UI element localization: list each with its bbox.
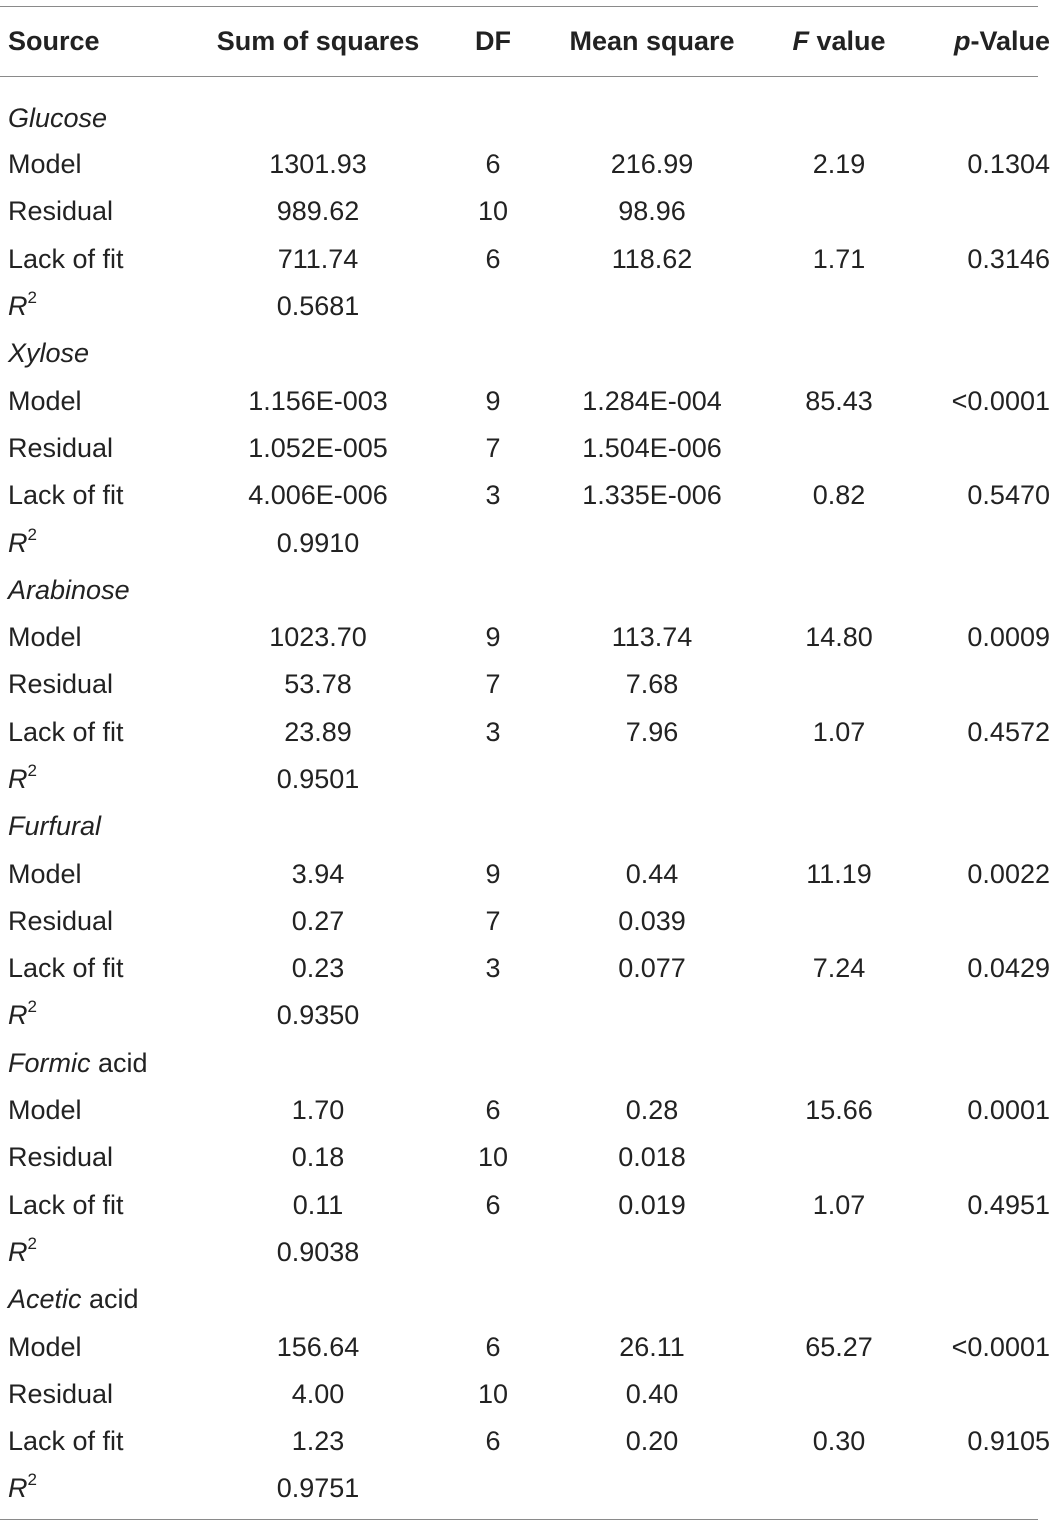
cell-mean-square: 7.96	[625, 716, 679, 747]
r-squared-label	[0, 756, 208, 803]
empty-cell	[428, 803, 558, 850]
cell-source: Residual	[8, 1378, 114, 1409]
cell-source: Lack of fit	[8, 1189, 124, 1220]
r-superscript: 2	[27, 997, 37, 1017]
cell-source: Lack of fit	[8, 480, 124, 511]
cell-p-value	[932, 425, 1056, 472]
r-squared-row	[0, 283, 1056, 330]
r-squared-label	[0, 283, 208, 330]
cell-f-value: 14.80	[805, 622, 873, 653]
cell-source: Residual	[8, 1142, 114, 1173]
empty-cell	[558, 1229, 746, 1276]
cell-p-value: 0.0022	[967, 858, 1050, 889]
empty-cell	[428, 567, 558, 614]
cell-df: 6	[485, 1189, 501, 1220]
empty-cell	[746, 803, 932, 850]
group-name-italic: Xylose	[8, 338, 90, 369]
r-squared-value: 0.9501	[276, 764, 360, 794]
cell-source: Residual	[8, 669, 114, 700]
empty-cell	[558, 519, 746, 566]
empty-cell	[208, 76, 428, 141]
r-squared-label	[0, 1465, 208, 1512]
empty-cell	[932, 1040, 1056, 1087]
group-name-italic: Formic	[8, 1047, 91, 1078]
table-row	[0, 1371, 1056, 1418]
empty-cell	[932, 803, 1056, 850]
header-df: DF	[475, 25, 511, 56]
cell-p-value	[932, 661, 1056, 708]
empty-cell	[428, 756, 558, 803]
cell-sum-of-squares: 1.156E-003	[248, 385, 388, 416]
header-p-value	[932, 6, 1056, 76]
cell-df: 7	[485, 669, 501, 700]
r-letter: R	[8, 291, 28, 322]
group-name-plain: acid	[81, 1284, 139, 1315]
header-f-rest: value	[808, 25, 886, 56]
cell-f-value	[746, 1134, 932, 1181]
r-squared-value: 0.5681	[276, 291, 360, 322]
table-row	[0, 1134, 1056, 1181]
cell-f-value: 1.07	[812, 1189, 866, 1220]
cell-mean-square: 1.284E-004	[582, 385, 722, 416]
cell-df: 10	[477, 1378, 509, 1409]
cell-mean-square: 98.96	[618, 196, 686, 227]
empty-cell	[558, 283, 746, 330]
empty-cell	[746, 1276, 932, 1323]
header-f-value	[746, 6, 932, 76]
cell-f-value: 2.19	[812, 149, 866, 180]
cell-p-value: 0.3146	[967, 243, 1050, 274]
cell-sum-of-squares: 1023.70	[269, 622, 367, 653]
r-squared-row	[0, 519, 1056, 566]
table-row	[0, 898, 1056, 945]
empty-cell	[932, 1465, 1056, 1512]
cell-source: Model	[8, 149, 82, 180]
empty-cell	[932, 283, 1056, 330]
cell-df: 6	[485, 243, 501, 274]
r-squared-row	[0, 992, 1056, 1039]
cell-p-value: <0.0001	[951, 385, 1050, 416]
cell-df: 9	[485, 385, 501, 416]
empty-cell	[932, 992, 1056, 1039]
group-row	[0, 330, 1056, 377]
cell-df: 3	[485, 480, 501, 511]
r-superscript: 2	[27, 524, 37, 544]
cell-mean-square: 7.68	[625, 669, 679, 700]
cell-source: Model	[8, 1095, 82, 1126]
table-row	[0, 1418, 1056, 1465]
r-squared-label	[0, 992, 208, 1039]
r-letter: R	[8, 1473, 28, 1504]
group-row	[0, 1276, 1056, 1323]
r-superscript: 2	[27, 1470, 37, 1490]
group-name-italic: Glucose	[8, 103, 108, 133]
cell-f-value: 1.07	[812, 716, 866, 747]
header-source: Source	[8, 25, 100, 56]
cell-f-value	[746, 425, 932, 472]
cell-p-value	[932, 1371, 1056, 1418]
cell-source: Residual	[8, 905, 114, 936]
table-row	[0, 188, 1056, 235]
group-row	[0, 567, 1056, 614]
header-sum-of-squares: Sum of squares	[216, 25, 420, 56]
r-letter: R	[8, 1000, 28, 1031]
cell-sum-of-squares: 0.11	[292, 1189, 344, 1220]
cell-source: Residual	[8, 196, 114, 227]
cell-p-value: <0.0001	[951, 1331, 1050, 1362]
cell-p-value: 0.0429	[967, 953, 1050, 984]
cell-sum-of-squares: 1.052E-005	[248, 432, 388, 463]
empty-cell	[428, 519, 558, 566]
anova-table	[0, 6, 1056, 1513]
cell-df: 6	[485, 1331, 501, 1362]
cell-source: Model	[8, 1331, 82, 1362]
cell-f-value	[746, 188, 932, 235]
empty-cell	[558, 567, 746, 614]
cell-p-value	[932, 188, 1056, 235]
cell-df: 7	[485, 432, 501, 463]
table-row	[0, 472, 1056, 519]
r-squared-row	[0, 756, 1056, 803]
cell-source: Model	[8, 385, 82, 416]
group-name-italic: Arabinose	[8, 574, 130, 605]
group-name-italic: Acetic	[8, 1284, 82, 1315]
cell-sum-of-squares: 53.78	[284, 669, 352, 700]
group-name-italic: Furfural	[8, 811, 102, 842]
empty-cell	[746, 1229, 932, 1276]
cell-f-value	[746, 1371, 932, 1418]
cell-df: 9	[485, 622, 501, 653]
header-row	[0, 6, 1056, 76]
empty-cell	[932, 756, 1056, 803]
cell-sum-of-squares: 4.00	[291, 1378, 345, 1409]
cell-df: 9	[485, 858, 501, 889]
header-p-letter: p	[953, 25, 971, 56]
cell-f-value	[746, 898, 932, 945]
cell-p-value: 0.0009	[967, 622, 1050, 653]
cell-sum-of-squares: 0.27	[291, 905, 345, 936]
cell-f-value: 11.19	[806, 858, 872, 889]
group-label	[0, 76, 208, 141]
empty-cell	[428, 992, 558, 1039]
empty-cell	[208, 567, 428, 614]
cell-sum-of-squares: 1.70	[291, 1095, 345, 1126]
cell-sum-of-squares: 989.62	[276, 196, 360, 227]
cell-mean-square: 0.44	[625, 858, 679, 889]
empty-cell	[208, 1040, 428, 1087]
cell-mean-square: 0.018	[618, 1142, 686, 1173]
group-label	[0, 330, 208, 377]
table-row	[0, 1323, 1056, 1370]
table-row	[0, 945, 1056, 992]
cell-sum-of-squares: 1.23	[291, 1426, 345, 1457]
group-label	[0, 803, 208, 850]
cell-source: Model	[8, 858, 82, 889]
cell-sum-of-squares: 0.23	[291, 953, 345, 984]
empty-cell	[558, 1276, 746, 1323]
empty-cell	[208, 803, 428, 850]
cell-p-value	[932, 1134, 1056, 1181]
empty-cell	[428, 283, 558, 330]
cell-df: 3	[485, 716, 501, 747]
empty-cell	[558, 803, 746, 850]
r-squared-row	[0, 1465, 1056, 1512]
empty-cell	[558, 992, 746, 1039]
cell-sum-of-squares: 1301.93	[269, 149, 367, 180]
group-row	[0, 803, 1056, 850]
cell-p-value: 0.5470	[967, 480, 1050, 511]
cell-f-value: 7.24	[812, 953, 866, 984]
cell-mean-square: 0.019	[618, 1189, 686, 1220]
cell-df: 10	[477, 196, 509, 227]
empty-cell	[746, 1040, 932, 1087]
table-row	[0, 661, 1056, 708]
cell-sum-of-squares: 23.89	[284, 716, 352, 747]
cell-p-value	[932, 898, 1056, 945]
group-row	[0, 1040, 1056, 1087]
r-squared-value: 0.9751	[276, 1473, 360, 1504]
header-p-rest: -Value	[970, 25, 1050, 56]
r-squared-value: 0.9910	[276, 527, 360, 558]
cell-sum-of-squares: 0.18	[291, 1142, 345, 1173]
empty-cell	[208, 1276, 428, 1323]
cell-mean-square: 0.039	[618, 905, 686, 936]
cell-source: Lack of fit	[8, 716, 124, 747]
empty-cell	[746, 76, 932, 141]
cell-mean-square: 216.99	[610, 149, 694, 180]
cell-mean-square: 26.11	[619, 1331, 685, 1362]
empty-cell	[428, 330, 558, 377]
empty-cell	[746, 283, 932, 330]
empty-cell	[932, 1229, 1056, 1276]
cell-p-value: 0.4572	[967, 716, 1050, 747]
cell-f-value: 15.66	[805, 1095, 873, 1126]
empty-cell	[746, 756, 932, 803]
group-label	[0, 1276, 208, 1323]
cell-source: Residual	[8, 432, 114, 463]
bottom-rule	[0, 1519, 1038, 1520]
r-letter: R	[8, 764, 28, 794]
cell-df: 7	[485, 905, 501, 936]
cell-f-value: 0.82	[812, 480, 866, 511]
cell-df: 10	[477, 1142, 509, 1173]
cell-f-value: 85.43	[805, 385, 873, 416]
cell-source: Model	[8, 622, 82, 653]
cell-source: Lack of fit	[8, 243, 124, 274]
cell-mean-square: 113.74	[611, 622, 693, 653]
cell-f-value: 0.30	[812, 1426, 866, 1457]
empty-cell	[746, 992, 932, 1039]
table-row	[0, 709, 1056, 756]
table-row	[0, 236, 1056, 283]
cell-sum-of-squares: 4.006E-006	[248, 480, 388, 511]
table-body	[0, 76, 1056, 1513]
cell-source: Lack of fit	[8, 953, 124, 984]
r-superscript: 2	[27, 1233, 37, 1253]
r-letter: R	[8, 1236, 28, 1267]
r-squared-label	[0, 519, 208, 566]
empty-cell	[428, 76, 558, 141]
cell-mean-square: 0.28	[625, 1095, 679, 1126]
cell-df: 3	[485, 953, 501, 984]
header-mean-square: Mean square	[569, 25, 735, 56]
cell-mean-square: 118.62	[611, 243, 693, 274]
cell-sum-of-squares: 156.64	[276, 1331, 360, 1362]
table-row	[0, 1182, 1056, 1229]
cell-source: Lack of fit	[8, 1426, 124, 1457]
group-label	[0, 567, 208, 614]
empty-cell	[558, 1040, 746, 1087]
empty-cell	[208, 330, 428, 377]
table-row	[0, 425, 1056, 472]
empty-cell	[558, 330, 746, 377]
empty-cell	[932, 519, 1056, 566]
empty-cell	[746, 1465, 932, 1512]
empty-cell	[932, 330, 1056, 377]
table-row	[0, 141, 1056, 188]
group-label	[0, 1040, 208, 1087]
cell-f-value: 1.71	[812, 243, 866, 274]
cell-mean-square: 0.40	[625, 1378, 679, 1409]
cell-p-value: 0.9105	[967, 1426, 1050, 1457]
empty-cell	[932, 76, 1056, 141]
r-squared-label	[0, 1229, 208, 1276]
empty-cell	[746, 519, 932, 566]
cell-mean-square: 1.504E-006	[582, 432, 722, 463]
table-row	[0, 377, 1056, 424]
empty-cell	[428, 1040, 558, 1087]
empty-cell	[932, 1276, 1056, 1323]
empty-cell	[746, 567, 932, 614]
cell-sum-of-squares: 711.74	[277, 243, 359, 274]
cell-f-value	[746, 661, 932, 708]
empty-cell	[428, 1276, 558, 1323]
empty-cell	[932, 567, 1056, 614]
cell-df: 6	[485, 1095, 501, 1126]
cell-mean-square: 0.20	[625, 1426, 679, 1457]
table-row	[0, 1087, 1056, 1134]
group-row	[0, 76, 1056, 141]
empty-cell	[746, 330, 932, 377]
cell-p-value: 0.1304	[967, 149, 1050, 180]
cell-sum-of-squares: 3.94	[291, 858, 345, 889]
empty-cell	[558, 756, 746, 803]
empty-cell	[558, 1465, 746, 1512]
r-letter: R	[8, 527, 28, 558]
cell-p-value: 0.4951	[967, 1189, 1050, 1220]
r-superscript: 2	[27, 761, 37, 780]
r-superscript: 2	[27, 288, 37, 308]
header-f-letter: F	[792, 25, 809, 56]
r-squared-value: 0.9350	[276, 1000, 360, 1031]
empty-cell	[428, 1229, 558, 1276]
cell-df: 6	[485, 149, 501, 180]
group-name-plain: acid	[90, 1047, 148, 1078]
cell-p-value: 0.0001	[967, 1095, 1050, 1126]
empty-cell	[428, 1465, 558, 1512]
r-squared-row	[0, 1229, 1056, 1276]
empty-cell	[558, 76, 746, 141]
cell-mean-square: 0.077	[618, 953, 686, 984]
cell-f-value: 65.27	[805, 1331, 873, 1362]
cell-df: 6	[485, 1426, 501, 1457]
cell-mean-square: 1.335E-006	[582, 480, 722, 511]
r-squared-value: 0.9038	[276, 1236, 360, 1267]
table-row	[0, 614, 1056, 661]
table-row	[0, 850, 1056, 897]
